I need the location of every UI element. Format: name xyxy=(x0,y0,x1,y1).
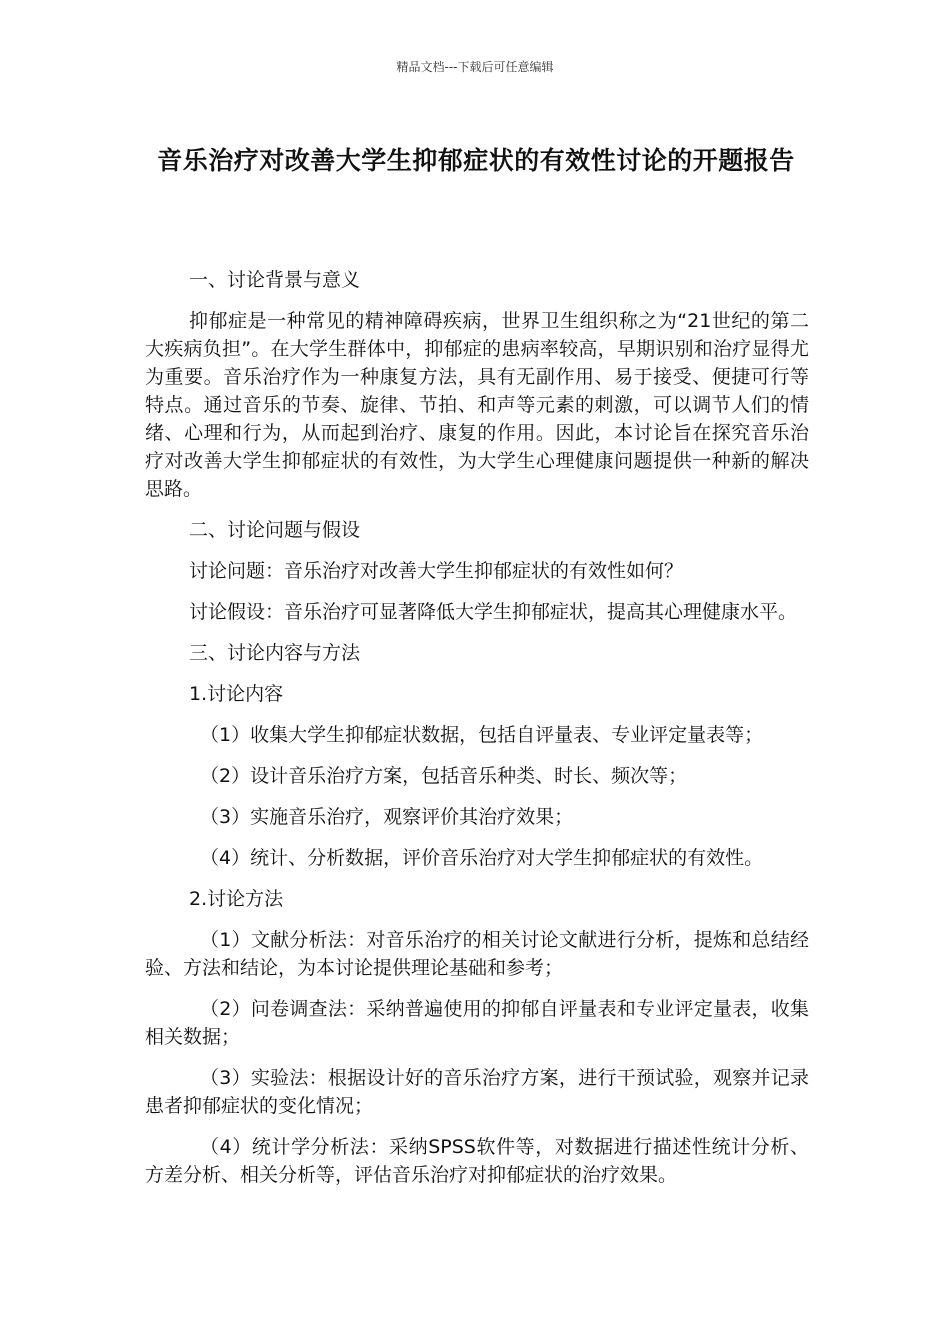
content-item: （3）实施音乐治疗，观察评价其治疗效果； xyxy=(200,806,574,828)
method-item: （3）实验法：根据设计好的音乐治疗方案，进行干预试验，观察并记录患者抑郁症状的变化情况； xyxy=(145,1067,809,1117)
research-question: 讨论问题：音乐治疗对改善大学生抑郁症状的有效性如何？ xyxy=(189,560,684,582)
research-hypothesis: 讨论假设：音乐治疗可显著降低大学生抑郁症状，提高其心理健康水平。 xyxy=(189,601,798,623)
section-heading-questions: 二、讨论问题与假设 xyxy=(189,519,361,541)
content-item: （2）设计音乐治疗方案，包括音乐种类、时长、频次等； xyxy=(200,765,688,787)
method-item: （4）统计学分析法：采纳SPSS软件等，对数据进行描述性统计分析、方差分析、相关分析等，评估音乐治疗对抑郁症状的治疗效果。 xyxy=(145,1136,809,1186)
section-heading-background: 一、讨论背景与意义 xyxy=(189,269,361,291)
page-header: 精品文档---下载后可任意编辑 xyxy=(396,60,554,74)
background-paragraph: 抑郁症是一种常见的精神障碍疾病，世界卫生组织称之为“21世纪的第二大疾病负担”。在大学生群体中，抑郁症的患病率较高，早期识别和治疗显得尤为重要。音乐治疗作为一种康复方法，具有无副作用、易于接受、便捷可行等特点。通过音乐的节奏、旋律、节拍、和声等元素的刺激，可以调节人们的情绪、心理和行为，从而起到治疗、康复的作用。因此，本讨论旨在探究音乐治疗对改善大学生抑郁症状的有效性，为大学生心理健康问题提供一种新的解决思路。 xyxy=(145,310,809,500)
subheading-content: 1.讨论内容 xyxy=(189,683,284,705)
content-item: （1）收集大学生抑郁症状数据，包括自评量表、专业评定量表等； xyxy=(200,724,764,746)
content-item: （4）统计、分析数据，评价音乐治疗对大学生抑郁症状的有效性。 xyxy=(200,847,764,869)
section-heading-content-methods: 三、讨论内容与方法 xyxy=(189,642,361,664)
subheading-methods: 2.讨论方法 xyxy=(189,888,284,910)
method-item: （2）问卷调查法：采纳普遍使用的抑郁自评量表和专业评定量表，收集相关数据； xyxy=(145,998,809,1048)
document-body xyxy=(145,266,809,1202)
method-item: （1）文献分析法：对音乐治疗的相关讨论文献进行分析，提炼和总结经验、方法和结论，为本讨论提供理论基础和参考； xyxy=(145,929,809,979)
document-title: 音乐治疗对改善大学生抑郁症状的有效性讨论的开题报告 xyxy=(157,146,795,175)
